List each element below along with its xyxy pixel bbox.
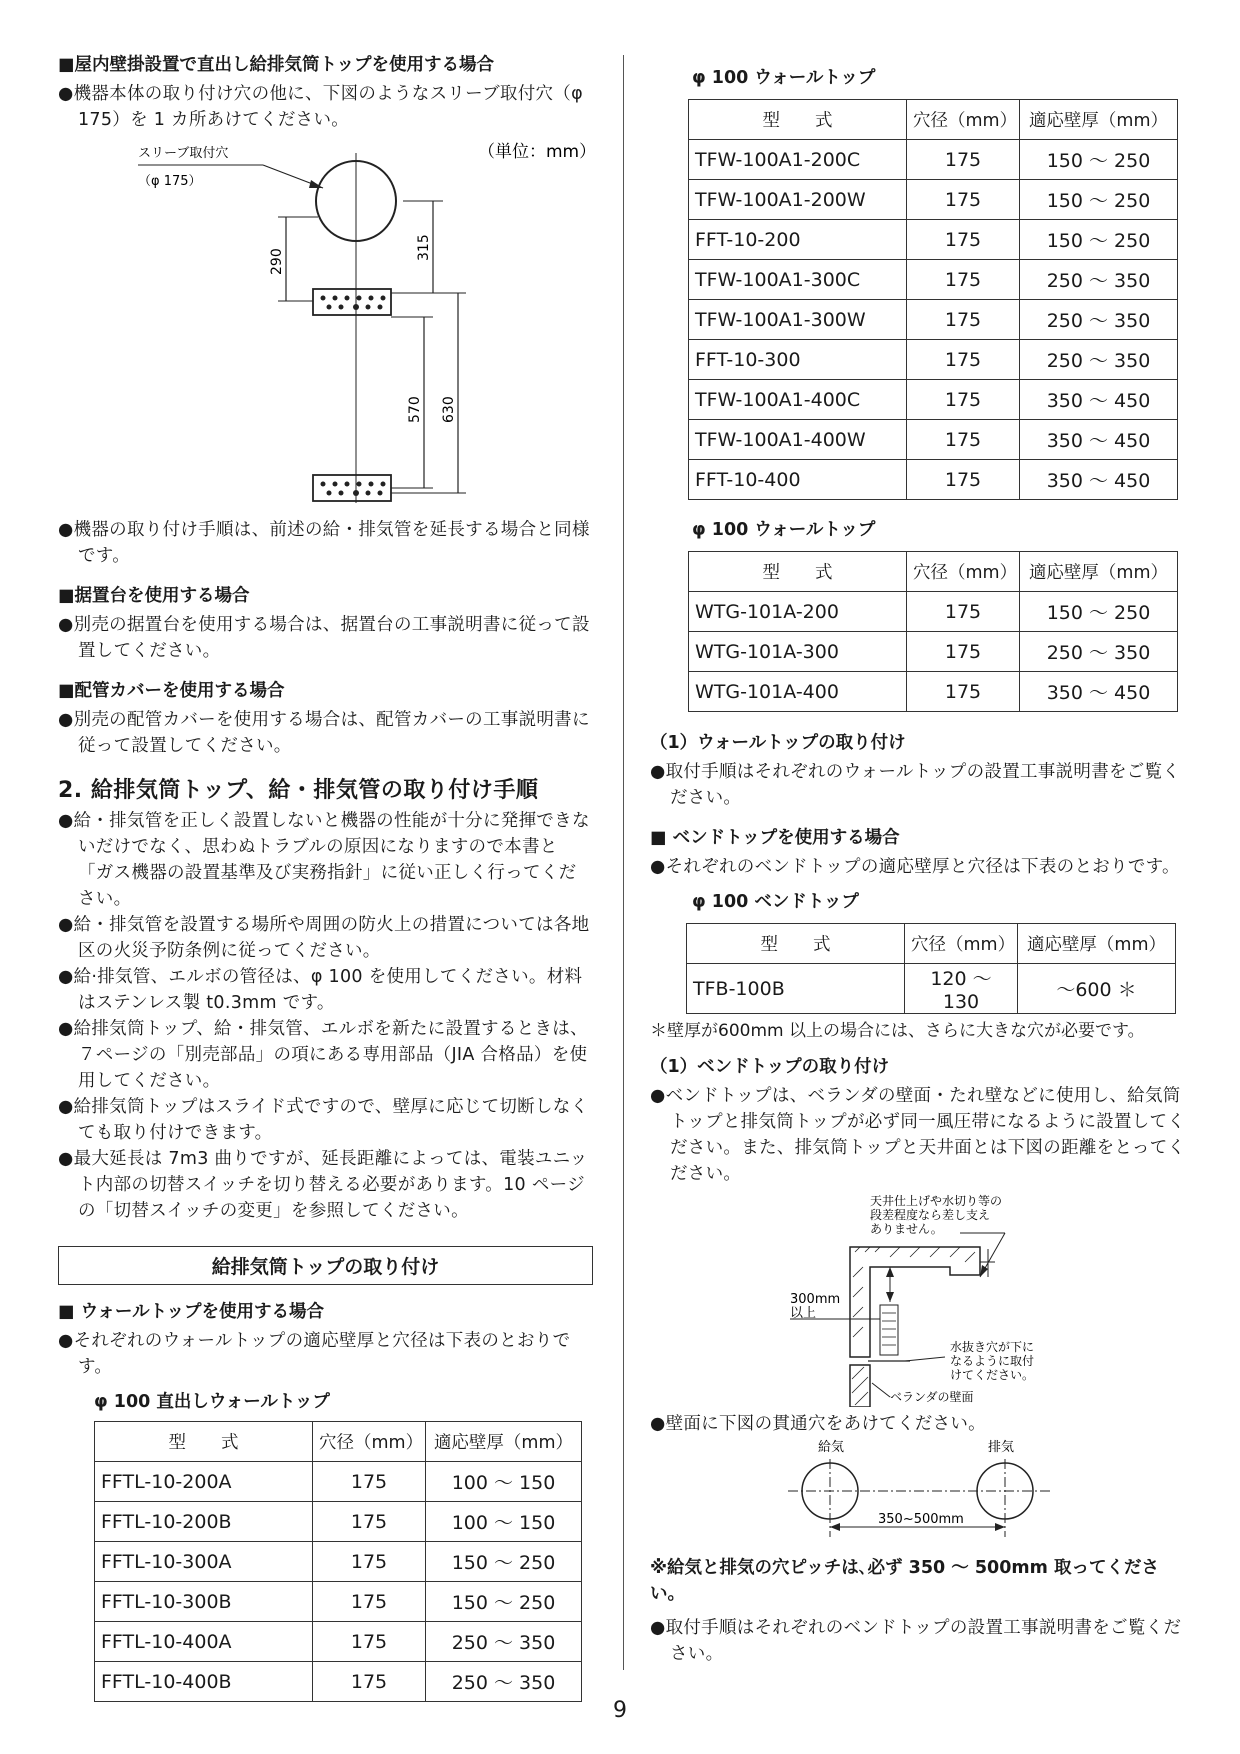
table-wtg-wall-top <box>688 551 1178 712</box>
ceiling-note-2: 段差程度なら差し支え <box>870 1208 991 1222</box>
bullet-bend-top-install: ●ベンドトップは、ベランダの壁面・たれ壁などに使用し、給気筒トップと排気筒トップが必ず同一風圧帯になるように設置してください。また、排気筒トップと天井面とは下図の距離をとってください。 <box>650 1086 1186 1184</box>
table-header-row <box>687 924 1176 964</box>
bullet-bend-manual: ●取付手順はそれぞれのベンドトップの設置工事説明書をご覧ください。 <box>650 1618 1182 1664</box>
cell-model: TFB-100B <box>687 964 905 1014</box>
dim-290: 290 <box>269 248 285 275</box>
cell-wall: 350 ～ 450 <box>1020 380 1178 420</box>
cell-model: TFW-100A1-400C <box>689 380 907 420</box>
cell-model: WTG-101A-400 <box>689 672 907 712</box>
table-row <box>689 220 1178 260</box>
bullet-sleeve-hole: ●機器本体の取り付け穴の他に、下図のようなスリーブ取付穴（φ 175）を 1 カ所あけてください。 <box>58 84 583 130</box>
table-row <box>689 260 1178 300</box>
boxed-section-title: 給排気筒トップの取り付け <box>58 1246 593 1285</box>
bullet-pipe-cover: ●別売の配管カバーを使用する場合は、配管カバーの工事説明書に従って設置してください。 <box>58 710 590 756</box>
cell-model: TFW-100A1-300W <box>689 300 907 340</box>
sec2-bullet: ●最大延長は 7m3 曲りですが、延長距離によっては、電装ユニット内部の切替スイッチを切り替える必要があります。10 ページの「切替スイッチの変更」を参照してください。 <box>58 1149 588 1221</box>
section-heading-direct-wall-top: ■屋内壁掛設置で直出し給排気筒トップを使用する場合 <box>58 55 495 75</box>
cell-hole: 175 <box>907 380 1020 420</box>
cell-wall: 150 ～ 250 <box>1020 140 1178 180</box>
ceiling-note-3: ありません。 <box>870 1222 943 1236</box>
cell-wall: 150 ～ 250 <box>1020 220 1178 260</box>
pitch-note: ※給気と排気の穴ピッチは､必ず 350 ～ 500mm 取ってください。 <box>650 1558 1159 1604</box>
cell-wall: 250 ～ 350 <box>426 1622 582 1662</box>
header-model: 型 式 <box>95 1422 313 1462</box>
bullet-wall-top-install: ●取付手順はそれぞれのウォールトップの設置工事説明書をご覧ください。 <box>650 762 1181 808</box>
cell-hole: 175 <box>313 1502 426 1542</box>
cell-hole: 175 <box>313 1542 426 1582</box>
cell-hole: 175 <box>907 672 1020 712</box>
sec2-bullet: ●給排気筒トップ、給・排気管、エルボを新たに設置するときは、７ページの「別売部品」の項にある専用部品（JIA 合格品）を使用してください。 <box>58 1019 588 1091</box>
cell-wall: 150 ～ 250 <box>1020 180 1178 220</box>
table-row <box>95 1542 582 1582</box>
table3-title: φ 100 ウォールトップ <box>692 520 876 540</box>
bullet-bend-top: ●それぞれのベンドトップの適応壁厚と穴径は下表のとおりです。 <box>650 857 1180 877</box>
heading-wall-top-install: （1）ウォールトップの取り付け <box>650 733 906 753</box>
cell-model: TFW-100A1-300C <box>689 260 907 300</box>
section-2-title: 2. 給排気筒トップ、給・排気管の取り付け手順 <box>58 778 539 803</box>
header-hole: 穴径（mm） <box>907 552 1020 592</box>
dim-630: 630 <box>441 396 457 423</box>
cell-hole: 175 <box>907 260 1020 300</box>
cell-wall: 100 ～ 150 <box>426 1462 582 1502</box>
cell-model: WTG-101A-300 <box>689 632 907 672</box>
wall-label: ベランダの壁面 <box>890 1390 974 1404</box>
cell-model: TFW-100A1-400W <box>689 420 907 460</box>
right-column <box>650 64 1190 1667</box>
page-number: 9 <box>613 1698 627 1723</box>
cell-wall: 350 ～ 450 <box>1020 672 1178 712</box>
table-header-row <box>689 100 1178 140</box>
table-row <box>689 592 1178 632</box>
unit-label: （単位：mm） <box>478 142 593 162</box>
table-row <box>689 340 1178 380</box>
cell-model: WTG-101A-200 <box>689 592 907 632</box>
balcony-clearance-diagram <box>650 1187 1190 1407</box>
cell-model: FFTL-10-300A <box>95 1542 313 1582</box>
header-wall: 適応壁厚（mm） <box>1020 100 1178 140</box>
table-row <box>689 672 1178 712</box>
table-row <box>95 1582 582 1622</box>
cell-hole: 175 <box>907 140 1020 180</box>
bottom-bracket <box>313 475 391 501</box>
table4-title: φ 100 ベンドトップ <box>692 892 859 912</box>
cell-model: TFW-100A1-200C <box>689 140 907 180</box>
bend-top-note: ＊壁厚が600mm 以上の場合には、さらに大きな穴が必要です。 <box>650 1021 1145 1041</box>
bullet-wall-top: ●それぞれのウォールトップの適応壁厚と穴径は下表のとおりです。 <box>58 1331 571 1377</box>
table-row <box>689 300 1178 340</box>
cell-wall: 250 ～ 350 <box>1020 340 1178 380</box>
intake-label: 給気 <box>818 1440 845 1455</box>
header-wall: 適応壁厚（mm） <box>1020 552 1178 592</box>
sec2-bullet: ●給·排気管、エルボの管径は、φ 100 を使用してください。材料はステンレス製 t0.3mm です。 <box>58 967 583 1013</box>
cell-model: FFTL-10-400A <box>95 1622 313 1662</box>
header-hole: 穴径（mm） <box>905 924 1018 964</box>
cell-model: TFW-100A1-200W <box>689 180 907 220</box>
cell-wall: 250 ～ 350 <box>1020 260 1178 300</box>
table-direct-wall-top <box>94 1421 582 1702</box>
bullet-same-procedure: ●機器の取り付け手順は、前述の給・排気管を延長する場合と同様です。 <box>58 520 590 566</box>
table-header-row <box>689 552 1178 592</box>
cell-hole: 175 <box>907 300 1020 340</box>
table1-title: φ 100 直出しウォールトップ <box>94 1392 330 1412</box>
table-bend-top <box>686 923 1176 1014</box>
dim-300mm: 300mm <box>790 1292 841 1307</box>
left-column <box>58 52 593 1702</box>
bullet-through-holes: ●壁面に下図の貫通穴をあけてください。 <box>650 1414 986 1434</box>
table-row <box>687 964 1176 1014</box>
cell-hole: 175 <box>907 220 1020 260</box>
header-hole: 穴径（mm） <box>907 100 1020 140</box>
table-row <box>689 632 1178 672</box>
cell-wall: 150 ～ 250 <box>426 1542 582 1582</box>
heading-bend-top-install: （1）ベンドトップの取り付け <box>650 1057 890 1077</box>
cell-hole: 175 <box>313 1582 426 1622</box>
cell-hole: 175 <box>313 1622 426 1662</box>
table2-title: φ 100 ウォールトップ <box>692 68 876 88</box>
header-model: 型 式 <box>689 100 907 140</box>
header-model: 型 式 <box>689 552 907 592</box>
cell-hole: 175 <box>313 1462 426 1502</box>
drain-note-1: 水抜き穴が下に <box>950 1340 1035 1354</box>
table-row <box>95 1622 582 1662</box>
sec2-bullet: ●給・排気管を正しく設置しないと機器の性能が十分に発揮できないだけでなく、思わぬトラブルの原因になりますので本書と「ガス機器の設置基準及び実務指針」に従い正しく行ってください。 <box>58 811 590 909</box>
cell-hole: 175 <box>907 592 1020 632</box>
exhaust-label: 排気 <box>988 1440 1015 1455</box>
sleeve-dia-label: （φ 175） <box>138 174 202 189</box>
table-row <box>95 1502 582 1542</box>
cell-hole: 175 <box>907 420 1020 460</box>
through-hole-diagram <box>650 1437 1190 1547</box>
table-row <box>95 1462 582 1502</box>
table-row <box>689 420 1178 460</box>
cell-wall: 250 ～ 350 <box>1020 632 1178 672</box>
cell-model: FFT-10-400 <box>689 460 907 500</box>
table-row <box>689 380 1178 420</box>
cell-hole: 175 <box>907 632 1020 672</box>
dim-315: 315 <box>416 234 432 261</box>
section-heading-bend-top: ■ ベンドトップを使用する場合 <box>650 828 900 848</box>
top-bracket <box>313 289 391 315</box>
cell-wall: 250 ～ 350 <box>426 1662 582 1702</box>
table-header-row <box>95 1422 582 1462</box>
pitch-label: 350~500mm <box>878 1512 964 1527</box>
header-wall: 適応壁厚（mm） <box>1018 924 1176 964</box>
drain-note-2: なるように取付 <box>950 1354 1035 1368</box>
table-row <box>689 140 1178 180</box>
sec2-bullet: ●給排気筒トップはスライド式ですので、壁厚に応じて切断しなくても取り付けできます。 <box>58 1097 589 1143</box>
table-row <box>689 460 1178 500</box>
dim-ijou: 以上 <box>790 1306 817 1321</box>
cell-wall: 100 ～ 150 <box>426 1502 582 1542</box>
cell-model: FFT-10-300 <box>689 340 907 380</box>
cell-wall: 150 ～ 250 <box>426 1582 582 1622</box>
mounting-hole-diagram <box>58 133 593 513</box>
cell-model: FFTL-10-200B <box>95 1502 313 1542</box>
cell-hole: 175 <box>313 1662 426 1702</box>
header-model: 型 式 <box>687 924 905 964</box>
dim-570: 570 <box>407 396 423 423</box>
ceiling-note-1: 天井仕上げや水切り等の <box>870 1194 1003 1208</box>
cell-model: FFTL-10-300B <box>95 1582 313 1622</box>
section-heading-stand: ■据置台を使用する場合 <box>58 586 250 606</box>
section-heading-wall-top: ■ ウォールトップを使用する場合 <box>58 1302 325 1322</box>
cell-model: FFT-10-200 <box>689 220 907 260</box>
header-wall: 適応壁厚（mm） <box>426 1422 582 1462</box>
bullet-stand: ●別売の据置台を使用する場合は、据置台の工事説明書に従って設置してください。 <box>58 615 590 661</box>
cell-wall: ～600 ＊ <box>1018 964 1176 1014</box>
cell-model: FFTL-10-200A <box>95 1462 313 1502</box>
sleeve-label: スリーブ取付穴 <box>138 146 229 161</box>
cell-wall: 350 ～ 450 <box>1020 460 1178 500</box>
cell-wall: 350 ～ 450 <box>1020 420 1178 460</box>
cell-hole: 175 <box>907 460 1020 500</box>
column-divider <box>623 55 624 1670</box>
sec2-bullet: ●給・排気管を設置する場所や周囲の防火上の措置については各地区の火災予防条例に従ってください。 <box>58 915 590 961</box>
cell-hole: 175 <box>907 340 1020 380</box>
section-heading-pipe-cover: ■配管カバーを使用する場合 <box>58 681 285 701</box>
table-row <box>95 1662 582 1702</box>
cell-wall: 250 ～ 350 <box>1020 300 1178 340</box>
cell-hole: 175 <box>907 180 1020 220</box>
cell-model: FFTL-10-400B <box>95 1662 313 1702</box>
header-hole: 穴径（mm） <box>313 1422 426 1462</box>
table-wall-top <box>688 99 1178 500</box>
drain-note-3: けてください。 <box>950 1368 1035 1382</box>
cell-hole: 120 ～ 130 <box>905 964 1018 1014</box>
table-row <box>689 180 1178 220</box>
cell-wall: 150 ～ 250 <box>1020 592 1178 632</box>
